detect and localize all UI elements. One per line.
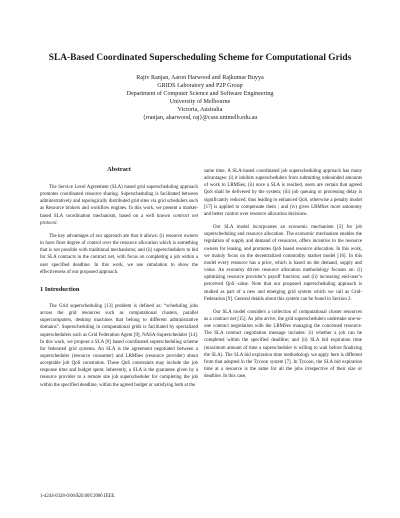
paper-title: SLA-Based Coordinated Superscheduling Scheme for Computational Grids [48,53,352,63]
body-paragraph-1: same time. A SLA-based coordinated job superscheduling approach has many advantages: (i) it inhibits superschedulers from submitting unbounded amounts of work to LRMSes; (ii) once a SLA is reached, users are certain that agreed QoS shall be delivered by the system; (iii) job queuing or processing delay is significantly reduced, thus leading to enhanced QoS, otherwise a penalty model [17] is applied to compensate them ; and (iv) gives LRMSes more autonomy and better control over resource allocation decisions. [204,169,362,217]
abstract-paragraph-2: The key advantages of our approach are that it allows: (i) resource owners to have finer degree of control over the resource allocation which is something that is not possible with traditional mechanisms; and (ii) superschedulers to bid for SLA contracts in the contract net, with focus on completing a job within a user specified deadline. In this work, we use simulation to show the effectiveness of our proposed approach. [40,233,198,275]
body-paragraph-3: Our SLA model considers a collection of computational cluster resources as a contract net [15]. As jobs arrive, the grid superschedulers undertake one-to-one contract negotiation with the LRMSes managing the concerned resource. The SLA contract negotiation message includes: (i) whether a job can be completed within the specified deadline; and (ii) SLA bid expiration time (maximum amount of time a superscheduler is willing to wait before finalizing the SLA). The SLA bid expiration time methodology we apply here is different from that adopted in the Tycoon system [7]. In Tycoon, the SLA bid expiration time at a resource is the same for all the jobs irrespective of their size or deadline. In this case, [204,309,362,380]
author-block [0,74,400,123]
body-paragraph-2: Our SLA model incorporates an economic mechanism [3] for job superscheduling and resource allocation. The economic mechanism enables the regulation of supply and demand of resources, offers incentive to the resource owners for leasing, and promotes QoS based resource allocation. In this work, we mainly focus on the decentralized commodity market model [16]. In this model every resource has a price, which is based on the demand, supply and value. An economy driven resource allocation methodology focuses on: (i) optimizing resource provider’s payoff function; and (ii) increasing end-user’s perceived QoS value. Note that our proposed superscheduling approach is studied as part of a new and emerging grid system which we call as Grid-Federation [9]. General details about this system can be found in Section 2. [204,225,362,302]
location: Victoria, Australia [177,107,223,114]
abstract-heading: Abstract [107,166,131,173]
left-column [40,166,198,395]
email-address: {rranjan, aharwood, raj}@csse.unimelb.edu.au [142,115,258,122]
abstract-text-1: The Service Level Agreement (SLA) based grid superscheduling approach promotes coordinated resource sharing. Superscheduling is facilitated between administratively and topologically distributed grid sites via grid schedulers such as Resource brokers and workflow engines. In this work, we present a market-based SLA coordination mechanism, based on a well known [40,185,198,219]
copyright-footer: 1-4244-0328-6/06/$20.00©2006 IEEE. [40,494,116,499]
university-name: University of Melbourne [169,99,231,106]
abstract-paragraph-1 [40,184,198,227]
lab-name: GRIDS Laboratory and P2P Group [157,83,243,90]
abstract-text-italic: contract net protocol. [40,213,198,226]
department-name: Department of Computer Science and Software Engineering [126,91,274,98]
introduction-heading: 1 Introduction [40,285,80,293]
author-names: Rajiv Ranjan, Aaron Harwood and Rajkumar Buyya [136,75,264,81]
right-column [204,168,362,386]
introduction-paragraph-1: The Grid superscheduling [13] problem is defined as: “scheduling jobs across the grid resources such as computational clusters, parallel supercomputers, desktop machines that belong to different administrative domains”. Superscheduling in computational grids is facilitated by specialized superschedulers such as Grid Federation Agent [9], NASA-Superscheduler [14]. In this work, we propose a SLA [8] based coordinated superscheduling scheme for federated grid systems. An SLA is the agreement negotiated between a superscheduler (resource consumer) and LRMSes (resource provider) about acceptable job QoS constraints. These QoS constraints may include the job response time and budget spent. Inherently, a SLA is the guarantee given by a resource provider to a remote site job superscheduler for completing the job within the specified deadline, within the agreed budget or satisfying both at the [40,303,198,388]
